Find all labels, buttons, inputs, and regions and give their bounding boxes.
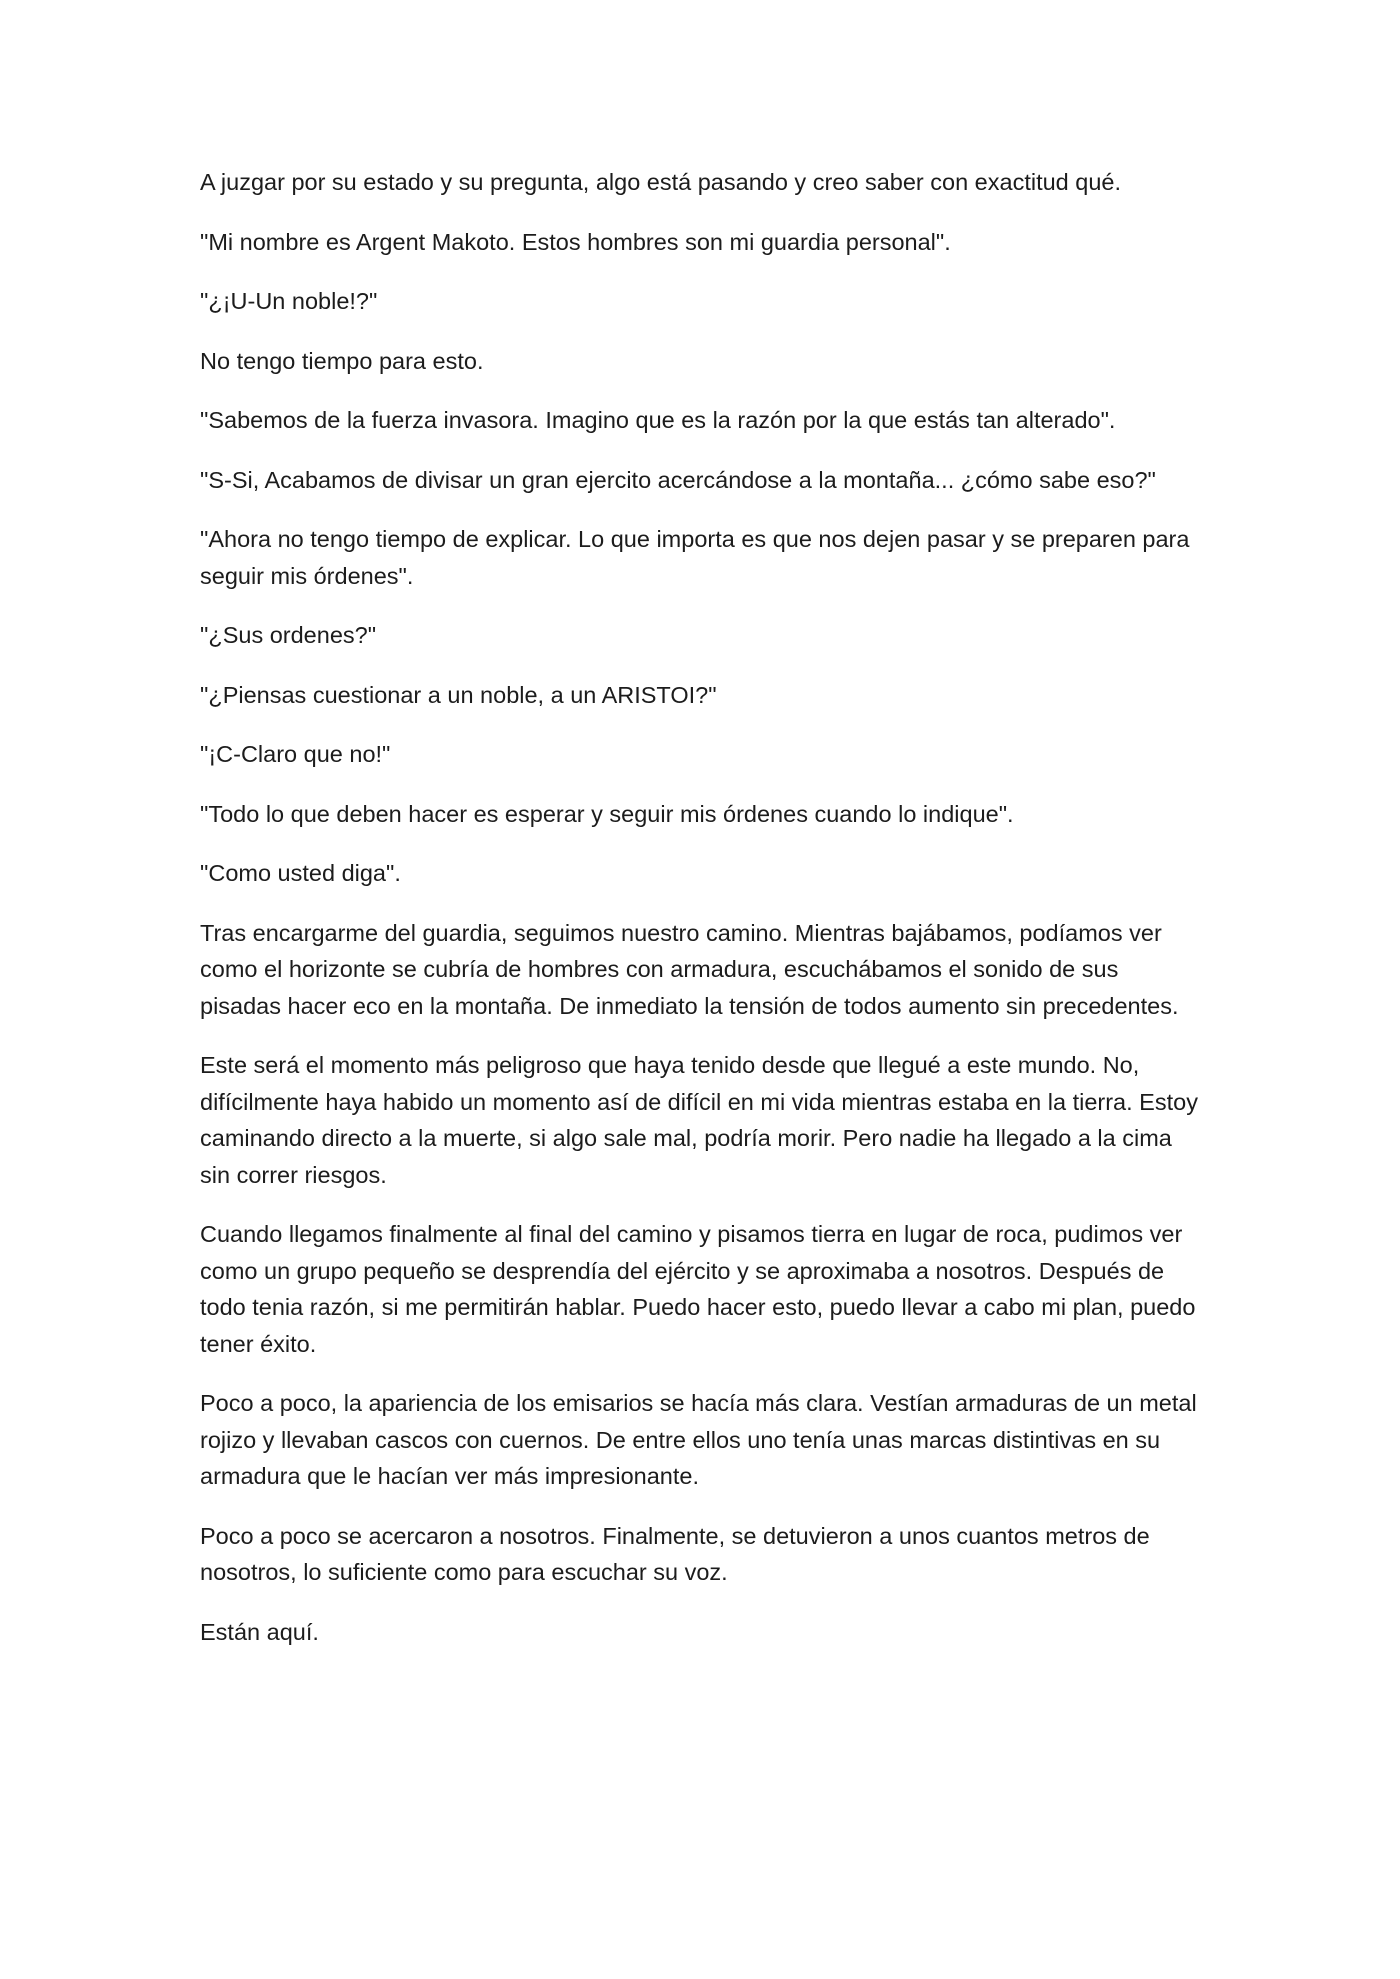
dialogue-paragraph: "¿¡U-Un noble!?" bbox=[200, 288, 378, 314]
paragraph: A juzgar por su estado y su pregunta, algo está pasando y creo saber con exactitud qué. bbox=[200, 169, 1122, 195]
narrative-paragraph: Poco a poco, la apariencia de los emisarios se hacía más clara. Vestían armaduras de un metal rojizo y llevaban cascos con cuernos. De entre ellos uno tenía unas marcas distintivas en su armadura que le hacían ver más impresionante. bbox=[200, 1390, 1197, 1489]
dialogue-paragraph: "¿Piensas cuestionar a un noble, a un ARISTOI?" bbox=[200, 681, 717, 708]
dialogue-paragraph: "Sabemos de la fuerza invasora. Imagino que es la razón por la que estás tan alterado". bbox=[200, 407, 1116, 433]
dialogue-paragraph: "Ahora no tengo tiempo de explicar. Lo que importa es que nos dejen pasar y se preparen para seguir mis órdenes". bbox=[200, 526, 1190, 589]
document-page bbox=[200, 164, 1200, 1673]
paragraph: No tengo tiempo para esto. bbox=[200, 347, 484, 374]
narrative-paragraph: Poco a poco se acercaron a nosotros. Finalmente, se detuvieron a unos cuantos metros de nosotros, lo suficiente como para escuchar su voz. bbox=[200, 1522, 1150, 1585]
dialogue-paragraph: "Todo lo que deben hacer es esperar y seguir mis órdenes cuando lo indique". bbox=[200, 800, 1014, 827]
narrative-paragraph: Este será el momento más peligroso que haya tenido desde que llegué a este mundo. No, difícilmente haya habido un momento así de difícil en mi vida mientras estaba en la tierra. Estoy caminando directo a la muerte, si algo sale mal, podría morir. Pero nadie ha llegado a la cima sin correr riesgos. bbox=[200, 1052, 1198, 1188]
paragraph: Están aquí. bbox=[200, 1618, 319, 1645]
dialogue-paragraph: "S-Si, Acabamos de divisar un gran ejercito acercándose a la montaña... ¿cómo sabe eso?" bbox=[200, 466, 1156, 493]
dialogue-paragraph: "Como usted diga". bbox=[200, 860, 401, 886]
narrative-paragraph: Tras encargarme del guardia, seguimos nuestro camino. Mientras bajábamos, podíamos ver como el horizonte se cubría de hombres con armadura, escuchábamos el sonido de sus pisadas hacer eco en la montaña. De inmediato la tensión de todos aumento sin precedentes. bbox=[200, 919, 1179, 1019]
dialogue-paragraph: "¡C-Claro que no!" bbox=[200, 741, 391, 767]
dialogue-paragraph: "¿Sus ordenes?" bbox=[200, 622, 377, 648]
dialogue-paragraph: "Mi nombre es Argent Makoto. Estos hombres son mi guardia personal". bbox=[200, 228, 951, 255]
narrative-paragraph: Cuando llegamos finalmente al final del camino y pisamos tierra en lugar de roca, pudimos ver como un grupo pequeño se desprendía del ejército y se aproximaba a nosotros. Después de todo tenia razón, si me permitirán hablar. Puedo hacer esto, puedo llevar a cabo mi plan, puedo tener éxito. bbox=[200, 1221, 1196, 1357]
